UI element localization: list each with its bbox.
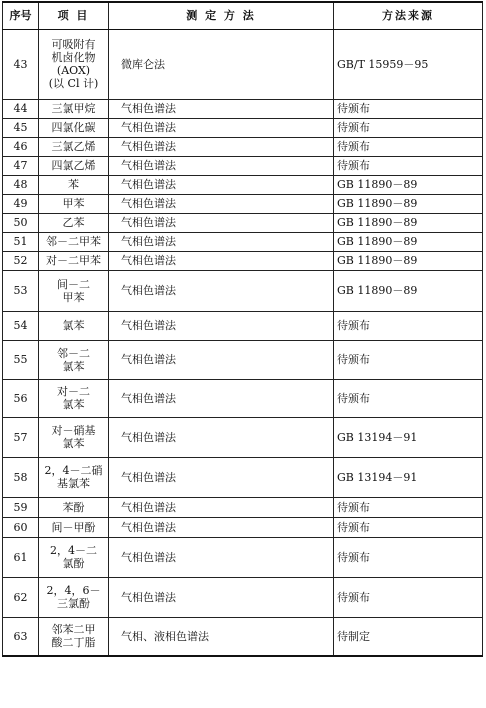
item-line: 邻苯二甲 [51, 623, 96, 637]
row-item [39, 497, 109, 517]
table-row [3, 417, 483, 457]
row-source: 待颁布 [334, 537, 483, 577]
row-method: 气相色谱法 [109, 537, 334, 577]
table-row [3, 270, 483, 311]
item-line: 氯苯 [62, 319, 85, 332]
row-number: 43 [3, 29, 39, 99]
row-source: GB 11890－89 [334, 270, 483, 311]
table-row [3, 457, 483, 497]
table-row [3, 213, 483, 232]
row-item [39, 617, 109, 656]
row-source: GB 11890－89 [334, 175, 483, 194]
item-line: 苯酚 [62, 500, 85, 514]
row-method: 气相色谱法 [109, 232, 334, 251]
row-method: 气相色谱法 [109, 340, 334, 379]
row-number: 61 [3, 537, 39, 577]
row-method: 气相色谱法 [109, 517, 334, 537]
row-item [39, 251, 109, 270]
item-line: 基氯苯 [57, 477, 90, 490]
table-row [3, 137, 483, 156]
row-number: 48 [3, 175, 39, 194]
item-line: 酸二丁脂 [51, 636, 96, 650]
row-method: 微库仑法 [109, 29, 334, 99]
row-source: 待颁布 [334, 156, 483, 175]
row-source: GB 11890－89 [334, 213, 483, 232]
row-item [39, 194, 109, 213]
item-line: 2，4－二硝 [44, 464, 103, 477]
table-row [3, 340, 483, 379]
row-item [39, 417, 109, 457]
table-row [3, 497, 483, 517]
row-method: 气相色谱法 [109, 213, 334, 232]
item-line: (以 Cl 计) [48, 77, 99, 90]
table-row [3, 617, 483, 656]
row-source: 待颁布 [334, 311, 483, 340]
table-row [3, 577, 483, 617]
row-source: 待颁布 [334, 497, 483, 517]
row-item [39, 537, 109, 577]
row-number: 55 [3, 340, 39, 379]
item-line: 邻－二 [57, 346, 90, 360]
row-method: 气相色谱法 [109, 194, 334, 213]
item-line: 对－二 [57, 385, 90, 398]
row-number: 54 [3, 311, 39, 340]
row-method: 气相色谱法 [109, 99, 334, 118]
item-line: 氯酚 [62, 557, 85, 570]
row-item [39, 99, 109, 118]
row-number: 44 [3, 99, 39, 118]
row-item [39, 340, 109, 379]
row-number: 59 [3, 497, 39, 517]
header-no: 序号 [3, 2, 39, 29]
row-item [39, 270, 109, 311]
table-row [3, 194, 483, 213]
row-source: 待颁布 [334, 577, 483, 617]
header-row [3, 2, 483, 29]
row-source: 待颁布 [334, 379, 483, 417]
row-number: 52 [3, 251, 39, 270]
row-source: 待颁布 [334, 340, 483, 379]
row-number: 47 [3, 156, 39, 175]
row-method: 气相、液相色谱法 [109, 617, 334, 656]
row-number: 46 [3, 137, 39, 156]
row-item [39, 517, 109, 537]
header-method: 测 定 方 法 [109, 2, 334, 29]
row-method: 气相色谱法 [109, 251, 334, 270]
item-line: 苯 [68, 178, 79, 191]
row-number: 60 [3, 517, 39, 537]
row-method: 气相色谱法 [109, 577, 334, 617]
row-item [39, 137, 109, 156]
row-source: GB 11890－89 [334, 251, 483, 270]
row-method: 气相色谱法 [109, 379, 334, 417]
item-line: 三氯乙烯 [51, 140, 96, 153]
table-row [3, 251, 483, 270]
table-row [3, 232, 483, 251]
item-line: 2，4－二 [50, 544, 97, 557]
row-item [39, 29, 109, 99]
row-method: 气相色谱法 [109, 417, 334, 457]
row-method: 气相色谱法 [109, 156, 334, 175]
table-row [3, 311, 483, 340]
row-number: 57 [3, 417, 39, 457]
row-item [39, 457, 109, 497]
item-line: (AOX) [56, 64, 91, 77]
row-number: 53 [3, 270, 39, 311]
row-item [39, 175, 109, 194]
item-line: 对－二甲苯 [46, 254, 101, 267]
row-method: 气相色谱法 [109, 137, 334, 156]
table-row [3, 537, 483, 577]
row-method: 气相色谱法 [109, 118, 334, 137]
table-body [3, 29, 483, 656]
item-line: 甲苯 [62, 197, 85, 210]
item-line: 2，4，6－ [46, 584, 101, 597]
row-item [39, 379, 109, 417]
header-item: 项 目 [39, 2, 109, 29]
table-row [3, 118, 483, 137]
row-number: 51 [3, 232, 39, 251]
item-line: 三氯酚 [57, 597, 90, 610]
table-row [3, 156, 483, 175]
row-number: 45 [3, 118, 39, 137]
item-line: 四氯化碳 [51, 121, 96, 134]
item-line: 间－二 [57, 277, 90, 291]
item-line: 四氯乙烯 [51, 159, 96, 172]
table-row [3, 379, 483, 417]
item-line: 乙苯 [62, 216, 85, 229]
row-item [39, 311, 109, 340]
item-line: 对－硝基 [51, 424, 96, 437]
row-source: 待颁布 [334, 118, 483, 137]
table-row [3, 175, 483, 194]
table-row [3, 517, 483, 537]
row-source: GB 11890－89 [334, 194, 483, 213]
row-method: 气相色谱法 [109, 270, 334, 311]
item-line: 氯苯 [62, 437, 85, 450]
row-item [39, 156, 109, 175]
row-source: 待颁布 [334, 99, 483, 118]
row-number: 62 [3, 577, 39, 617]
row-number: 56 [3, 379, 39, 417]
row-number: 63 [3, 617, 39, 656]
row-number: 50 [3, 213, 39, 232]
item-line: 机卤化物 [51, 51, 96, 64]
row-source: 待颁布 [334, 137, 483, 156]
row-method: 气相色谱法 [109, 311, 334, 340]
item-line: 甲苯 [62, 290, 85, 304]
row-method: 气相色谱法 [109, 497, 334, 517]
row-method: 气相色谱法 [109, 457, 334, 497]
row-source: GB 11890－89 [334, 232, 483, 251]
item-line: 氯苯 [62, 398, 85, 411]
row-source: GB 13194－91 [334, 417, 483, 457]
row-item [39, 577, 109, 617]
row-number: 58 [3, 457, 39, 497]
item-line: 三氯甲烷 [51, 102, 96, 115]
table-row [3, 29, 483, 99]
row-number: 49 [3, 194, 39, 213]
item-line: 邻－二甲苯 [46, 235, 101, 248]
row-source: GB 13194－91 [334, 457, 483, 497]
item-line: 可吸附有 [51, 38, 96, 51]
method-table [2, 1, 483, 657]
row-source: GB/T 15959－95 [334, 29, 483, 99]
item-line: 间－甲酚 [51, 520, 96, 534]
row-item [39, 232, 109, 251]
row-item [39, 213, 109, 232]
row-method: 气相色谱法 [109, 175, 334, 194]
header-source: 方法来源 [334, 2, 483, 29]
row-item [39, 118, 109, 137]
item-line: 氯苯 [62, 359, 85, 373]
table-row [3, 99, 483, 118]
row-source: 待颁布 [334, 517, 483, 537]
row-source: 待制定 [334, 617, 483, 656]
